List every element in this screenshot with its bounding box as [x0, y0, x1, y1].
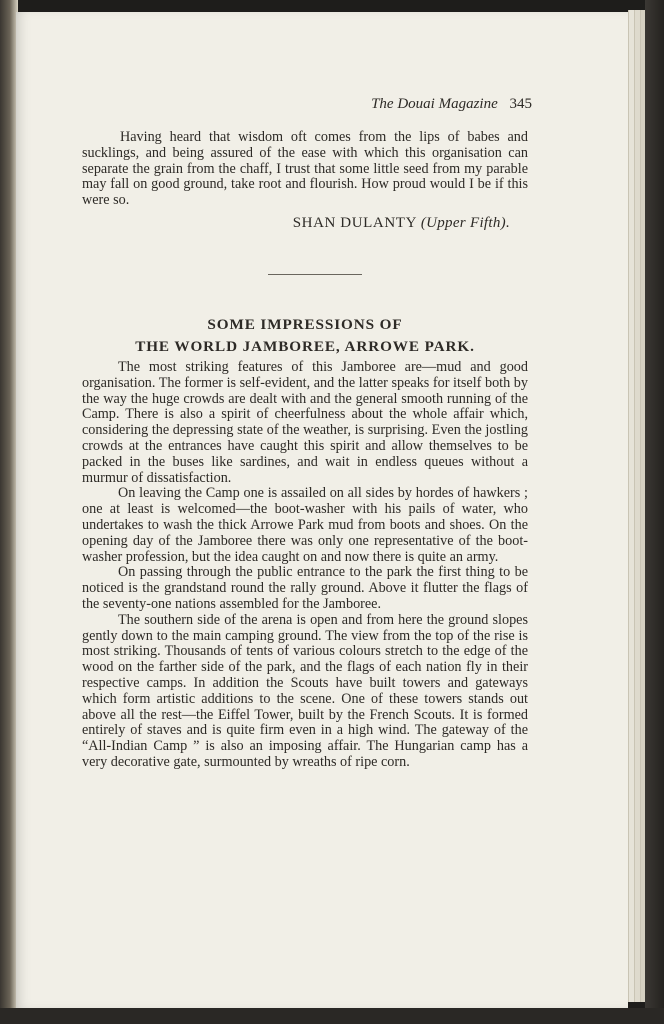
- article-paragraph: On passing through the public entrance to the park the first thing to be noticed is the grandstand round the rally ground. Above it flutter the flags of the seventy-one nations assembled for the Jamboree.: [82, 564, 528, 612]
- page-number: 345: [509, 96, 532, 112]
- author-form: (Upper Fifth).: [420, 215, 510, 231]
- article-paragraph: The most striking features of this Jamboree are—mud and good organisation. The former is self-evident, and the latter speaks for itself both by the way the huge crowds are dealt with and the general smooth running of the Camp. There is also a spirit of cheerfulness about the whole affair which, considering the depressing state of the weather, is surprising. Even the jostling crowds at the entrances have caught this spirit and allow themselves to be packed in the buses like sardines, and wait in endless queues without a murmur of dissatisfaction.: [82, 359, 528, 486]
- book-cover-edge: [645, 0, 664, 1024]
- article-body: [82, 360, 528, 771]
- running-header: [300, 96, 532, 113]
- article-title-line-2: THE WORLD JAMBOREE, ARROWE PARK.: [135, 338, 475, 355]
- article-title-line-1: SOME IMPRESSIONS OF: [207, 316, 403, 333]
- magazine-title: The Douai Magazine: [371, 96, 498, 112]
- author-name: SHAN DULANTY: [292, 215, 417, 231]
- article-paragraph: The southern side of the arena is open and from here the ground slopes gently down to the main camping ground. The view from the top of the rise is most striking. Thousands of tents of various colours stretch to the edge of the wood on the farther side of the park, and the flags of each nation fly in their respective camps. In addition the Scouts have built towers and gateways which form artistic additions to the scene. One of these towers stands out above all the rest—the Eiffel Tower, built by the French Scouts. It is formed entirely of staves and is quite firm even in a high wind. The gateway of the “All-Indian Camp ” is also an imposing affair. The Hungarian camp has a very decorative gate, surmounted by wreaths of ripe corn.: [82, 611, 528, 770]
- author-signature: [82, 215, 510, 232]
- intro-paragraph: Having heard that wisdom oft comes from the lips of babes and sucklings, and being assured of the ease with which this organisation can separate the grain from the chaff, I trust that some little seed from my parable may fall on good ground, take root and flourish. How proud would I be if this were so.: [82, 129, 528, 209]
- article-paragraph: On leaving the Camp one is assailed on all sides by hordes of hawkers ; one at least is welcomed—the boot-washer with his pails of water, who undertakes to wash the thick Arrowe Park mud from boots and shoes. On the opening day of the Jamboree there was only one representative of the boot-washer profession, but the idea caught on and now there is quite an army.: [82, 485, 528, 565]
- section-divider: [268, 274, 362, 275]
- book-cover-bottom: [0, 1008, 664, 1024]
